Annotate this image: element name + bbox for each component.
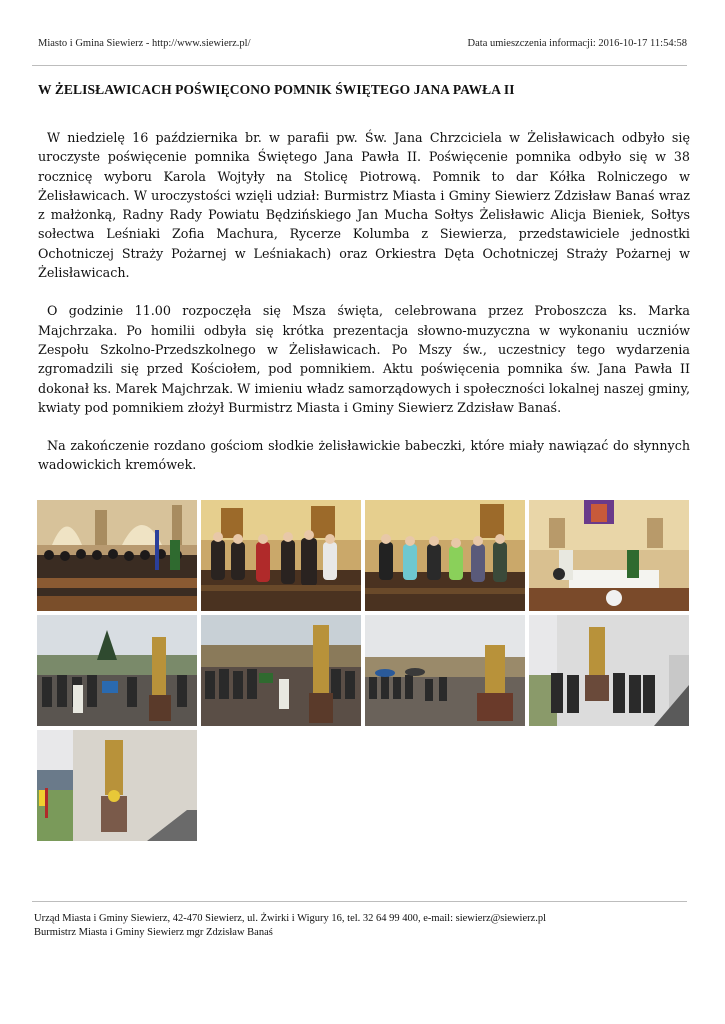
article-paragraph: W niedzielę 16 października br. w parafii pw. Św. Jana Chrzciciela w Żelisławicach odbyło się uroczyste poświęcenie pomnika Świętego Jana Pawła II. Poświęcenie pomnika odbyło się w 38 rocznicę wyboru Karola Wojtyły na Stolicę Piotrową. Pomnik to dar Kółka Rolniczego w Żelisławicach. W uroczystości wzięli udział: Burmistrz Miasta i Gminy Siewierz Zdzisław Banaś wraz z małżonką, Radny Rady Powiatu Będzińskiego Jan Mucha Sołtys Żelisławic Alicja Bieniek, Sołtys sołectwa Leśniaki Zofia Machura, Rycerze Kolumba z Siewierza, przedstawiciele jednostki Ochotniczej Straży Pożarnej w Leśniakach) oraz Orkiestra Dęta Ochotniczej Straży Pożarnej w Żelisławicach.: [38, 130, 690, 281]
outdoor-statue-photo: [365, 615, 525, 726]
gallery-photo[interactable]: [37, 615, 197, 726]
gallery-photo[interactable]: [201, 500, 361, 611]
altar-mass-photo: [529, 500, 689, 611]
article-paragraph: Na zakończenie rozdano gościom słodkie żelisławickie babeczki, które miały nawiązać do słynnych wadowickich kremówek.: [38, 438, 690, 473]
footer-divider: [32, 901, 687, 902]
footer-mayor: Burmistrz Miasta i Gminy Siewierz mgr Zdzisław Banaś: [34, 927, 273, 938]
outdoor-ceremony-photo: [201, 615, 361, 726]
officials-statue-photo: [529, 615, 689, 726]
gallery-photo[interactable]: [201, 615, 361, 726]
gallery-photo[interactable]: [37, 730, 197, 841]
gallery-photo[interactable]: [37, 500, 197, 611]
header-date: Data umieszczenia informacji: 2016-10-17 11:54:58: [467, 38, 687, 49]
article-title: W ŻELISŁAWICACH POŚWIĘCONO POMNIK ŚWIĘTEGO JANA PAWŁA II: [38, 82, 515, 97]
page-header: [38, 38, 687, 52]
page-footer: [34, 912, 546, 940]
church-interior-photo: [37, 500, 197, 611]
gallery-photo[interactable]: [529, 615, 689, 726]
header-site-url: Miasto i Gmina Siewierz - http://www.siewierz.pl/: [38, 38, 251, 49]
gallery-photo[interactable]: [365, 500, 525, 611]
gallery-photo[interactable]: [529, 500, 689, 611]
article-body: [38, 128, 690, 494]
article-paragraph: O godzinie 11.00 rozpoczęła się Msza święta, celebrowana przez Proboszcza ks. Marka Majchrzaka. Po homilii odbyła się krótka prezentacja słowno-muzyczna w wykonaniu uczniów Zespołu Szkolno-Przedszkolnego w Żelisławicach. Po Mszy św., uczestnicy tego wydarzenia zgromadzili się przed Kościołem, pod pomnikiem. Aktu poświęcenia pomnika św. Jana Pawła II dokonał ks. Marek Majchrzak. W imieniu władz samorządowych i społeczności lokalnej naszej gminy, kwiaty pod pomnikiem złożył Burmistrz Miasta i Gminy Siewierz Zdzisław Banaś.: [38, 303, 690, 415]
outdoor-ceremony-photo: [37, 615, 197, 726]
gallery-photo[interactable]: [365, 615, 525, 726]
statue-church-photo: [37, 730, 197, 841]
header-divider: [32, 65, 687, 66]
footer-address: Urząd Miasta i Gminy Siewierz, 42-470 Siewierz, ul. Żwirki i Wigury 16, tel. 32 64 99 400, e-mail: siewierz@siewierz.pl: [34, 913, 547, 924]
children-performance-photo: [201, 500, 361, 611]
children-performance-photo: [365, 500, 525, 611]
